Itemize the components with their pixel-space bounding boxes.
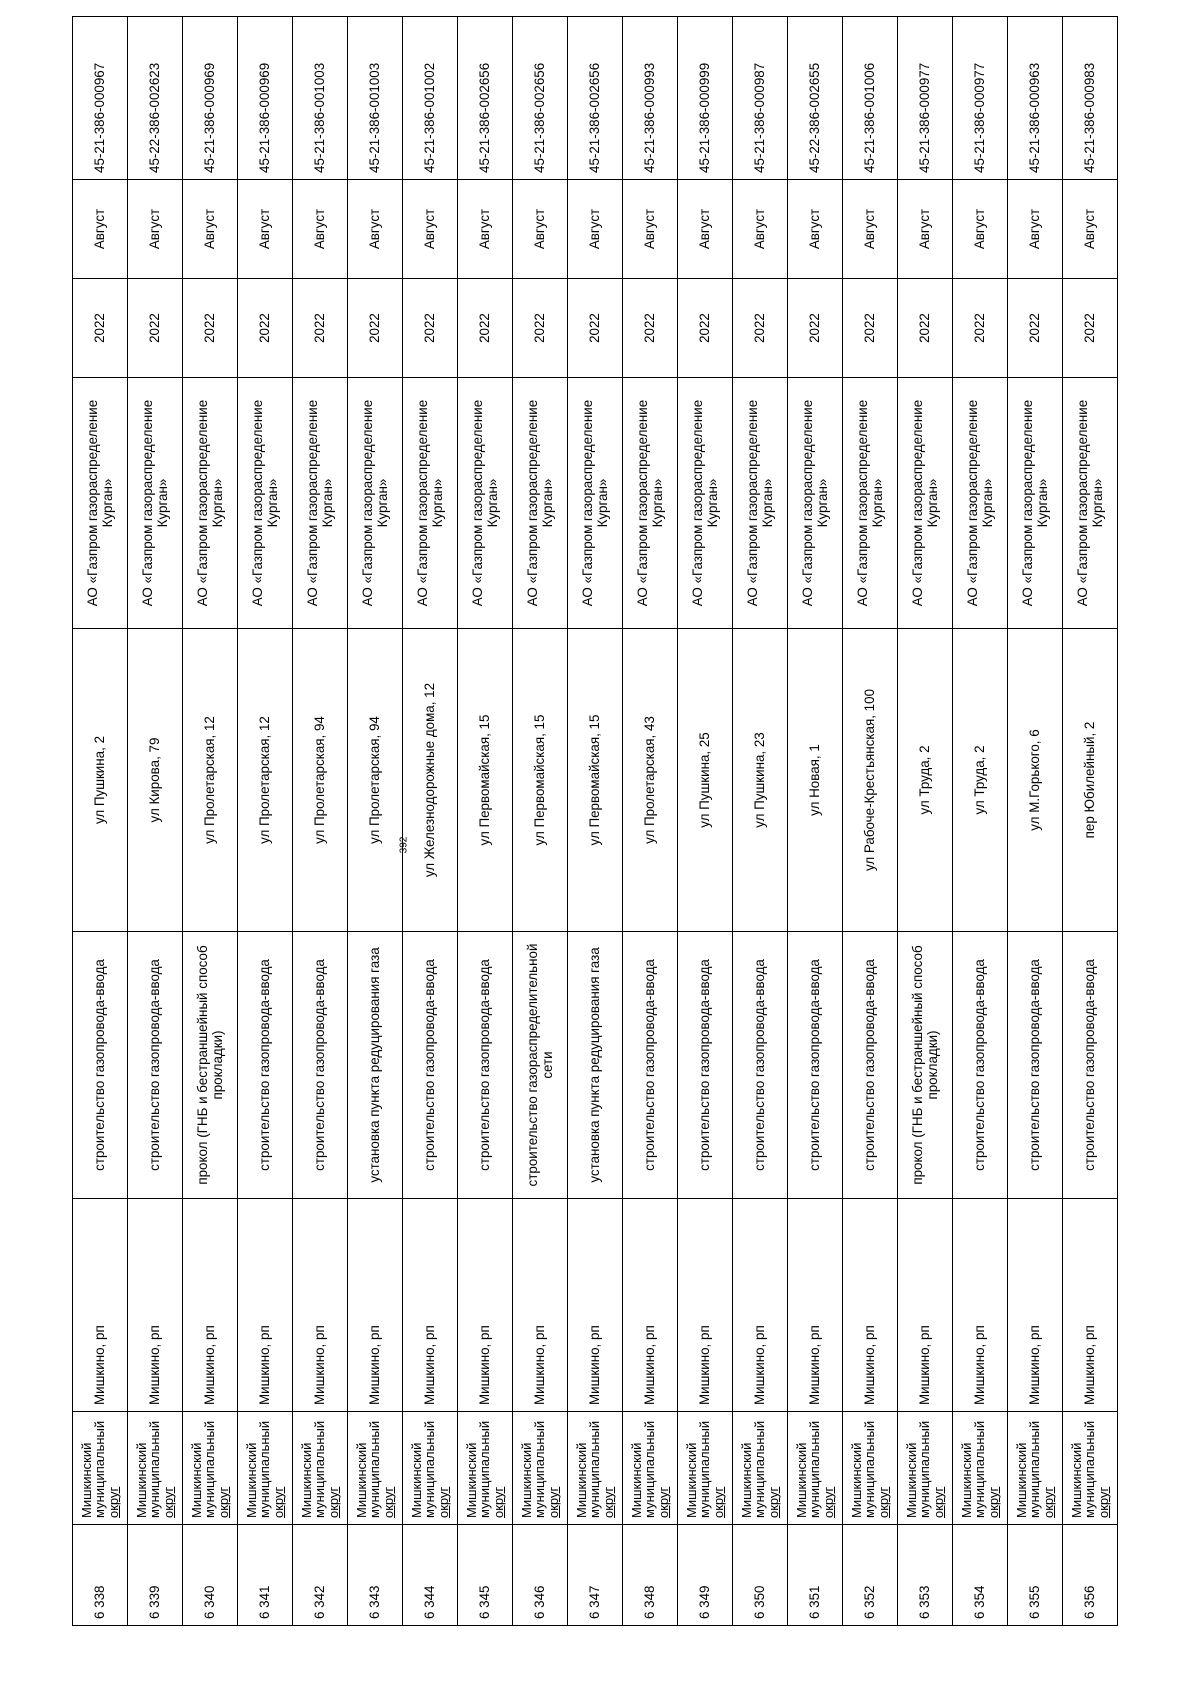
row-number-cell: 6 354 <box>953 1525 1008 1626</box>
municipality-line: Мишкинский <box>848 1442 864 1518</box>
municipality-line: округ <box>270 1486 286 1518</box>
year-cell: 2022 <box>128 279 183 378</box>
municipality-line: округ <box>820 1486 836 1518</box>
organization-cell: АО «Газпром газораспределение Курган» <box>953 378 1008 629</box>
table-row <box>1008 17 1063 1626</box>
month-cell: Август <box>348 180 403 279</box>
year-cell: 2022 <box>953 279 1008 378</box>
municipality-cell <box>898 1412 953 1525</box>
municipality-line: муниципальный <box>1082 1420 1098 1518</box>
locality-cell: Мишкино, рп <box>568 1199 623 1412</box>
month-cell: Август <box>788 180 843 279</box>
work-type-cell: строительство газопровода-ввода <box>843 932 898 1199</box>
municipality-line: муниципальный <box>862 1420 878 1518</box>
work-type-cell: строительство газопровода-ввода <box>733 932 788 1199</box>
year-cell: 2022 <box>568 279 623 378</box>
month-cell: Август <box>293 180 348 279</box>
registry-code-cell: 45-21-386-000983 <box>1063 17 1118 180</box>
month-cell: Август <box>733 180 788 279</box>
municipality-cell <box>678 1412 733 1525</box>
table-row <box>733 17 788 1626</box>
registry-code-cell: 45-21-386-000969 <box>183 17 238 180</box>
work-type-cell: строительство газопровода-ввода <box>73 932 128 1199</box>
municipality-line: Мишкинский <box>1013 1442 1029 1518</box>
table-row <box>183 17 238 1626</box>
address-cell: ул Первомайская, 15 <box>568 629 623 932</box>
work-type-cell: прокол (ГНБ и бестраншейный способ прокладки) <box>183 932 238 1199</box>
year-cell: 2022 <box>898 279 953 378</box>
row-number-cell: 6 346 <box>513 1525 568 1626</box>
address-cell: ул М.Горького, 6 <box>1008 629 1063 932</box>
month-cell: Август <box>1063 180 1118 279</box>
registry-code-cell: 45-22-386-002655 <box>788 17 843 180</box>
municipality-line: муниципальный <box>1027 1420 1043 1518</box>
table-row <box>73 17 128 1626</box>
row-number-cell: 6 352 <box>843 1525 898 1626</box>
municipality-line: округ <box>765 1486 781 1518</box>
table-row <box>678 17 733 1626</box>
month-cell: Август <box>898 180 953 279</box>
year-cell: 2022 <box>513 279 568 378</box>
address-cell: ул Пролетарская, 94 <box>293 629 348 932</box>
table-row <box>128 17 183 1626</box>
organization-cell: АО «Газпром газораспределение Курган» <box>678 378 733 629</box>
row-number-cell: 6 349 <box>678 1525 733 1626</box>
municipality-line: муниципальный <box>147 1420 163 1518</box>
month-cell: Август <box>128 180 183 279</box>
municipality-line: Мишкинский <box>78 1442 94 1518</box>
locality-cell: Мишкино, рп <box>458 1199 513 1412</box>
municipality-line: округ <box>325 1486 341 1518</box>
address-cell: ул Пролетарская, 43 <box>623 629 678 932</box>
organization-cell: АО «Газпром газораспределение Курган» <box>183 378 238 629</box>
registry-code-cell: 45-21-386-001003 <box>348 17 403 180</box>
table-row <box>238 17 293 1626</box>
municipality-line: округ <box>1040 1486 1056 1518</box>
table-row <box>788 17 843 1626</box>
year-cell: 2022 <box>1008 279 1063 378</box>
locality-cell: Мишкино, рп <box>898 1199 953 1412</box>
municipality-line: муниципальный <box>532 1420 548 1518</box>
locality-cell: Мишкино, рп <box>513 1199 568 1412</box>
work-type-cell: строительство газопровода-ввода <box>128 932 183 1199</box>
year-cell: 2022 <box>238 279 293 378</box>
municipality-line: округ <box>655 1486 671 1518</box>
work-type-cell: строительство газопровода-ввода <box>678 932 733 1199</box>
municipality-line: Мишкинский <box>188 1442 204 1518</box>
municipality-cell <box>568 1412 623 1525</box>
organization-cell: АО «Газпром газораспределение Курган» <box>403 378 458 629</box>
municipality-line: муниципальный <box>367 1420 383 1518</box>
table-row <box>623 17 678 1626</box>
year-cell: 2022 <box>678 279 733 378</box>
municipality-cell <box>843 1412 898 1525</box>
locality-cell: Мишкино, рп <box>238 1199 293 1412</box>
work-type-cell: строительство газопровода-ввода <box>788 932 843 1199</box>
row-number-cell: 6 340 <box>183 1525 238 1626</box>
address-cell: ул Первомайская, 15 <box>458 629 513 932</box>
municipality-line: Мишкинский <box>738 1442 754 1518</box>
municipality-cell <box>788 1412 843 1525</box>
month-cell: Август <box>1008 180 1063 279</box>
municipality-cell <box>183 1412 238 1525</box>
table-row <box>348 17 403 1626</box>
municipality-line: Мишкинский <box>298 1442 314 1518</box>
municipality-cell <box>953 1412 1008 1525</box>
month-cell: Август <box>458 180 513 279</box>
organization-cell: АО «Газпром газораспределение Курган» <box>513 378 568 629</box>
organization-cell: АО «Газпром газораспределение Курган» <box>568 378 623 629</box>
municipality-line: округ <box>875 1486 891 1518</box>
municipality-cell <box>513 1412 568 1525</box>
locality-cell: Мишкино, рп <box>183 1199 238 1412</box>
municipality-line: муниципальный <box>257 1420 273 1518</box>
address-cell: ул Первомайская, 15 <box>513 629 568 932</box>
municipality-line: муниципальный <box>202 1420 218 1518</box>
municipality-line: округ <box>380 1486 396 1518</box>
address-cell: ул Пушкина, 25 <box>678 629 733 932</box>
work-type-cell: строительство газопровода-ввода <box>1008 932 1063 1199</box>
municipality-cell <box>348 1412 403 1525</box>
organization-cell: АО «Газпром газораспределение Курган» <box>788 378 843 629</box>
municipality-line: муниципальный <box>422 1420 438 1518</box>
municipality-line: муниципальный <box>587 1420 603 1518</box>
year-cell: 2022 <box>843 279 898 378</box>
table-row <box>458 17 513 1626</box>
municipality-line: Мишкинский <box>133 1442 149 1518</box>
locality-cell: Мишкино, рп <box>953 1199 1008 1412</box>
address-cell: ул Труда, 2 <box>953 629 1008 932</box>
municipality-line: округ <box>710 1486 726 1518</box>
row-number-cell: 6 347 <box>568 1525 623 1626</box>
municipality-cell <box>1008 1412 1063 1525</box>
locality-cell: Мишкино, рп <box>733 1199 788 1412</box>
organization-cell: АО «Газпром газораспределение Курган» <box>128 378 183 629</box>
work-type-cell: строительство газопровода-ввода <box>953 932 1008 1199</box>
month-cell: Август <box>623 180 678 279</box>
table-row <box>513 17 568 1626</box>
municipality-cell <box>458 1412 513 1525</box>
work-type-cell: установка пункта редуцирования газа <box>568 932 623 1199</box>
municipality-line: муниципальный <box>752 1420 768 1518</box>
table-row <box>568 17 623 1626</box>
municipality-line: муниципальный <box>807 1420 823 1518</box>
registry-code-cell: 45-21-386-000963 <box>1008 17 1063 180</box>
municipality-cell <box>1063 1412 1118 1525</box>
registry-code-cell: 45-21-386-000977 <box>898 17 953 180</box>
registry-code-cell: 45-21-386-001002 <box>403 17 458 180</box>
locality-cell: Мишкино, рп <box>73 1199 128 1412</box>
row-number-cell: 6 344 <box>403 1525 458 1626</box>
work-type-cell: строительство газопровода-ввода <box>458 932 513 1199</box>
municipality-line: муниципальный <box>312 1420 328 1518</box>
locality-cell: Мишкино, рп <box>1008 1199 1063 1412</box>
municipality-line: округ <box>490 1486 506 1518</box>
table-row <box>898 17 953 1626</box>
address-cell: ул Пролетарская, 12 <box>238 629 293 932</box>
locality-cell: Мишкино, рп <box>293 1199 348 1412</box>
address-cell: ул Пушкина, 2 <box>73 629 128 932</box>
year-cell: 2022 <box>733 279 788 378</box>
year-cell: 2022 <box>623 279 678 378</box>
row-number-cell: 6 350 <box>733 1525 788 1626</box>
table-row <box>953 17 1008 1626</box>
organization-cell: АО «Газпром газораспределение Курган» <box>898 378 953 629</box>
work-type-cell: строительство газопровода-ввода <box>623 932 678 1199</box>
registry-code-cell: 45-21-386-000999 <box>678 17 733 180</box>
year-cell: 2022 <box>788 279 843 378</box>
municipality-line: округ <box>600 1486 616 1518</box>
month-cell: Август <box>73 180 128 279</box>
locality-cell: Мишкино, рп <box>403 1199 458 1412</box>
registry-code-cell: 45-21-386-002656 <box>458 17 513 180</box>
locality-cell: Мишкино, рп <box>128 1199 183 1412</box>
work-type-cell: строительство газораспределительной сети <box>513 932 568 1199</box>
municipality-cell <box>293 1412 348 1525</box>
table-row <box>293 17 348 1626</box>
month-cell: Август <box>513 180 568 279</box>
registry-code-cell: 45-21-386-000987 <box>733 17 788 180</box>
municipality-line: округ <box>545 1486 561 1518</box>
month-cell: Август <box>238 180 293 279</box>
registry-code-cell: 45-21-386-001006 <box>843 17 898 180</box>
municipality-line: муниципальный <box>917 1420 933 1518</box>
municipality-cell <box>128 1412 183 1525</box>
municipality-line: Мишкинский <box>518 1442 534 1518</box>
address-cell: пер Юбилейный, 2 <box>1063 629 1118 932</box>
registry-code-cell: 45-21-386-000993 <box>623 17 678 180</box>
locality-cell: Мишкино, рп <box>678 1199 733 1412</box>
address-cell: ул Труда, 2 <box>898 629 953 932</box>
locality-cell: Мишкино, рп <box>623 1199 678 1412</box>
organization-cell: АО «Газпром газораспределение Курган» <box>348 378 403 629</box>
municipality-line: Мишкинский <box>463 1442 479 1518</box>
municipality-line: округ <box>930 1486 946 1518</box>
organization-cell: АО «Газпром газораспределение Курган» <box>733 378 788 629</box>
municipality-line: Мишкинский <box>903 1442 919 1518</box>
row-number-cell: 6 345 <box>458 1525 513 1626</box>
month-cell: Август <box>843 180 898 279</box>
month-cell: Август <box>183 180 238 279</box>
registry-code-cell: 45-21-386-001003 <box>293 17 348 180</box>
row-number-cell: 6 343 <box>348 1525 403 1626</box>
municipality-cell <box>403 1412 458 1525</box>
registry-code-cell: 45-21-386-000977 <box>953 17 1008 180</box>
row-number-cell: 6 339 <box>128 1525 183 1626</box>
registry-table-body <box>73 17 1118 1626</box>
organization-cell: АО «Газпром газораспределение Курган» <box>458 378 513 629</box>
work-type-cell: строительство газопровода-ввода <box>238 932 293 1199</box>
table-row <box>843 17 898 1626</box>
organization-cell: АО «Газпром газораспределение Курган» <box>1008 378 1063 629</box>
municipality-line: округ <box>105 1486 121 1518</box>
address-cell: ул Кирова, 79 <box>128 629 183 932</box>
month-cell: Август <box>403 180 458 279</box>
organization-cell: АО «Газпром газораспределение Курган» <box>1063 378 1118 629</box>
address-cell: ул Новая, 1 <box>788 629 843 932</box>
locality-cell: Мишкино, рп <box>843 1199 898 1412</box>
organization-cell: АО «Газпром газораспределение Курган» <box>843 378 898 629</box>
registry-code-cell: 45-21-386-000969 <box>238 17 293 180</box>
municipality-cell <box>73 1412 128 1525</box>
year-cell: 2022 <box>293 279 348 378</box>
municipality-line: муниципальный <box>477 1420 493 1518</box>
locality-cell: Мишкино, рп <box>1063 1199 1118 1412</box>
municipality-cell <box>733 1412 788 1525</box>
municipality-cell <box>623 1412 678 1525</box>
municipality-line: Мишкинский <box>353 1442 369 1518</box>
municipality-line: Мишкинский <box>408 1442 424 1518</box>
row-number-cell: 6 342 <box>293 1525 348 1626</box>
year-cell: 2022 <box>73 279 128 378</box>
municipality-line: Мишкинский <box>243 1442 259 1518</box>
municipality-line: муниципальный <box>972 1420 988 1518</box>
address-cell: ул Пушкина, 23 <box>733 629 788 932</box>
work-type-cell: прокол (ГНБ и бестраншейный способ прокладки) <box>898 932 953 1199</box>
row-number-cell: 6 351 <box>788 1525 843 1626</box>
municipality-line: муниципальный <box>92 1420 108 1518</box>
municipality-line: муниципальный <box>642 1420 658 1518</box>
municipality-line: Мишкинский <box>628 1442 644 1518</box>
locality-cell: Мишкино, рп <box>788 1199 843 1412</box>
address-cell: ул Пролетарская, 94 <box>348 629 403 932</box>
row-number-cell: 6 356 <box>1063 1525 1118 1626</box>
organization-cell: АО «Газпром газораспределение Курган» <box>238 378 293 629</box>
registry-code-cell: 45-21-386-000967 <box>73 17 128 180</box>
organization-cell: АО «Газпром газораспределение Курган» <box>293 378 348 629</box>
municipality-line: округ <box>215 1486 231 1518</box>
municipality-line: Мишкинский <box>573 1442 589 1518</box>
month-cell: Август <box>678 180 733 279</box>
row-number-cell: 6 341 <box>238 1525 293 1626</box>
work-type-cell: установка пункта редуцирования газа <box>348 932 403 1199</box>
year-cell: 2022 <box>403 279 458 378</box>
municipality-line: Мишкинский <box>793 1442 809 1518</box>
month-cell: Август <box>953 180 1008 279</box>
organization-cell: АО «Газпром газораспределение Курган» <box>73 378 128 629</box>
year-cell: 2022 <box>183 279 238 378</box>
municipality-line: Мишкинский <box>958 1442 974 1518</box>
work-type-cell: строительство газопровода-ввода <box>1063 932 1118 1199</box>
work-type-cell: строительство газопровода-ввода <box>403 932 458 1199</box>
rotated-page-content <box>57 62 1132 1696</box>
municipality-line: округ <box>435 1486 451 1518</box>
registry-code-cell: 45-21-386-002656 <box>513 17 568 180</box>
year-cell: 2022 <box>348 279 403 378</box>
month-cell: Август <box>568 180 623 279</box>
row-number-cell: 6 355 <box>1008 1525 1063 1626</box>
table-row <box>1063 17 1118 1626</box>
organization-cell: АО «Газпром газораспределение Курган» <box>623 378 678 629</box>
registry-code-cell: 45-21-386-002656 <box>568 17 623 180</box>
municipality-cell <box>238 1412 293 1525</box>
municipality-line: округ <box>160 1486 176 1518</box>
address-cell: ул Железнодорожные дома, 12 <box>403 629 458 932</box>
work-type-cell: строительство газопровода-ввода <box>293 932 348 1199</box>
address-cell: ул Рабоче-Крестьянская, 100 <box>843 629 898 932</box>
page-number: 392 <box>398 836 410 854</box>
year-cell: 2022 <box>1063 279 1118 378</box>
municipality-line: Мишкинский <box>683 1442 699 1518</box>
municipality-line: Мишкинский <box>1068 1442 1084 1518</box>
table-row <box>403 17 458 1626</box>
row-number-cell: 6 348 <box>623 1525 678 1626</box>
municipality-line: округ <box>1095 1486 1111 1518</box>
locality-cell: Мишкино, рп <box>348 1199 403 1412</box>
row-number-cell: 6 338 <box>73 1525 128 1626</box>
year-cell: 2022 <box>458 279 513 378</box>
row-number-cell: 6 353 <box>898 1525 953 1626</box>
municipality-line: округ <box>985 1486 1001 1518</box>
municipality-line: муниципальный <box>697 1420 713 1518</box>
registry-code-cell: 45-22-386-002623 <box>128 17 183 180</box>
address-cell: ул Пролетарская, 12 <box>183 629 238 932</box>
gas-works-registry-table <box>72 16 1118 1626</box>
